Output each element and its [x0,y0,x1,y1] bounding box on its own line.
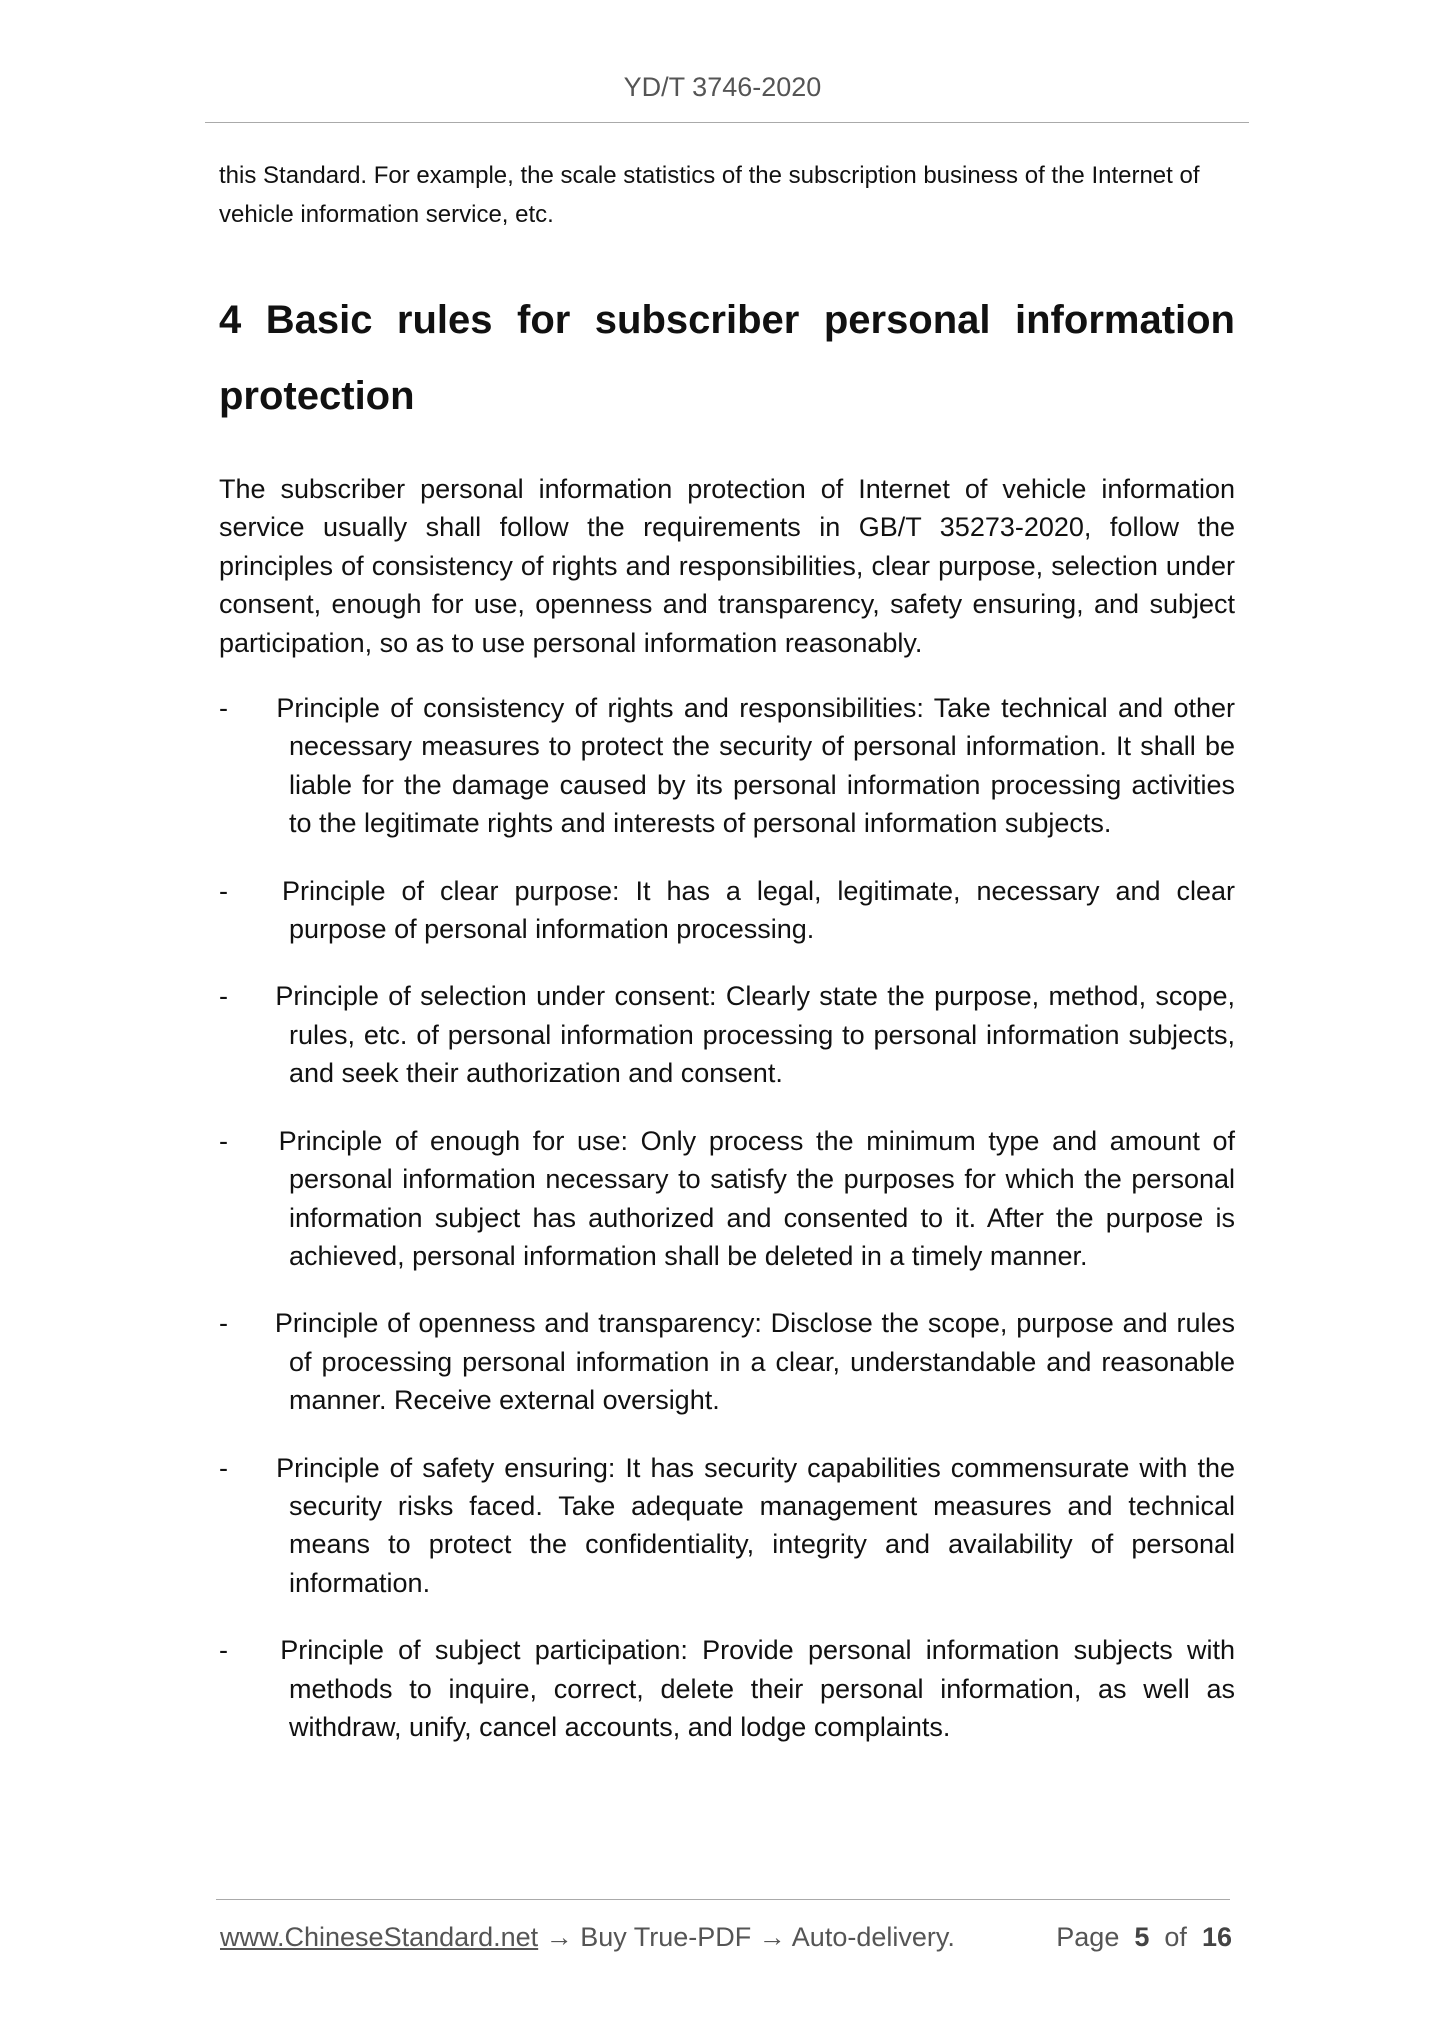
principle-item [219,1631,1235,1746]
principle-item [219,1449,1235,1603]
section-heading: 4 Basic rules for subscriber personal information protection [219,298,1235,418]
principle-text: Principle of openness and transparency: Disclose the scope, purpose and rules of processing personal information in a clear, understandable and reasonable manner. Receive external oversight. [274,1308,1235,1416]
page-footer [220,1917,1232,1957]
bullet-dash: - [219,1635,228,1666]
principle-text: Principle of enough for use: Only process the minimum type and amount of personal information necessary to satisfy the purposes for which the personal information subject has authorized and consented to it. After the purpose is achieved, personal information shall be deleted in a timely manner. [278,1125,1235,1271]
delivery-text: Auto-delivery. [791,1922,955,1952]
bullet-dash: - [219,1125,228,1156]
principle-text: Principle of selection under consent: Clearly state the purpose, method, scope, rules, etc. of personal information processing to personal information subjects, and seek their authorization and consent. [275,981,1235,1089]
principle-text: Principle of safety ensuring: It has security capabilities commensurate with the security risks faced. Take adequate management measures and technical means to protect the confidentiality, integrity and availability of personal information. [276,1452,1235,1598]
bullet-dash: - [219,981,228,1012]
buy-text: Buy True-PDF [580,1922,752,1952]
principle-item [219,977,1235,1092]
page-total: 16 [1201,1922,1232,1952]
header-divider [205,122,1249,123]
website-link[interactable]: www.ChineseStandard.net [220,1922,539,1952]
principle-text: Principle of subject participation: Provide personal information subjects with methods to inquire, correct, delete their personal information, as well as withdraw, unify, cancel accounts, and lodge complaints. [280,1635,1235,1742]
arrow-right-icon: → [758,1922,786,1952]
document-id-header: YD/T 3746-2020 [623,72,822,102]
page-number [1056,1917,1232,1957]
arrow-right-icon: → [545,1922,573,1952]
footer-promo [220,1917,955,1957]
bullet-dash: - [219,875,228,906]
page-label: Page [1056,1922,1120,1952]
principle-item [219,872,1235,949]
footer-divider [216,1899,1230,1900]
principle-item [219,1122,1235,1276]
bullet-dash: - [219,1308,228,1339]
bullet-dash: - [219,693,228,724]
page-of-label: of [1164,1922,1187,1952]
page-content [219,156,1235,1775]
principle-item [219,689,1235,843]
page-current: 5 [1134,1922,1150,1952]
section-paragraph: The subscriber personal information protection of Internet of vehicle information service usually shall follow the requirements in GB/T 35273-2020, follow the principles of consistency of rights and responsibilities, clear purpose, selection under consent, enough for use, openness and transparency, safety ensuring, and subject participation, so as to use personal information reasonably. [219,474,1235,658]
principle-text: Principle of consistency of rights and responsibilities: Take technical and other necessary measures to protect the security of personal information. It shall be liable for the damage caused by its personal information processing activities to the legitimate rights and interests of personal information subjects. [276,693,1235,839]
principles-list [219,689,1235,1746]
intro-paragraph: this Standard. For example, the scale statistics of the subscription business of the Internet of vehicle information service, etc. [219,162,1200,228]
principle-item [219,1304,1235,1419]
bullet-dash: - [219,1452,228,1483]
principle-text: Principle of clear purpose: It has a legal, legitimate, necessary and clear purpose of personal information processing. [281,875,1235,945]
